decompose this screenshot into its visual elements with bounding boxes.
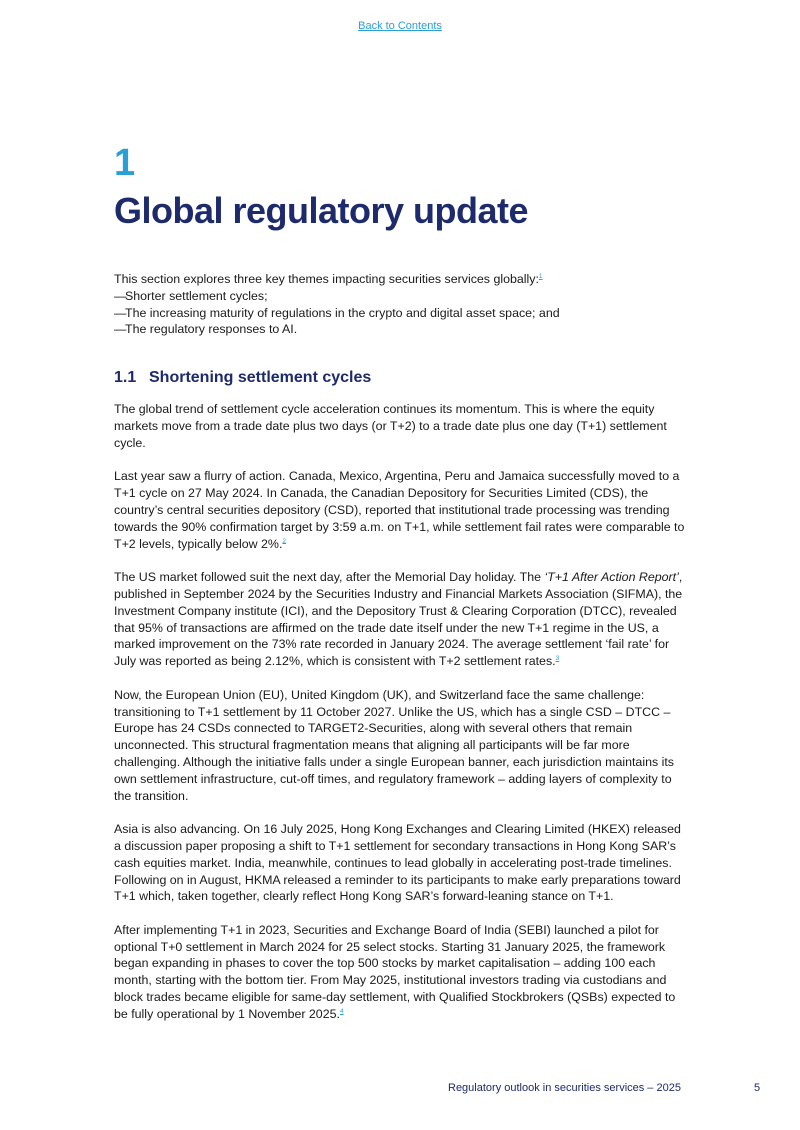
page-number: 5 xyxy=(754,1082,761,1094)
chapter-number: 1 xyxy=(114,142,136,184)
section-heading xyxy=(114,368,688,388)
chapter-title: Global regulatory update xyxy=(114,190,529,231)
footnote-link-4[interactable]: 4 xyxy=(339,1007,344,1015)
paragraph-3-text-a: The US market followed suit the next day, after the Memorial Day holiday. The xyxy=(114,570,545,585)
paragraph-3 xyxy=(114,569,688,670)
bullet-item xyxy=(114,305,688,322)
report-title: ‘T+1 After Action Report’ xyxy=(544,570,679,585)
paragraph-4: Now, the European Union (EU), United Kingdom (UK), and Switzerland face the same challenge: transitioning to T+1 settlement by 11 October 2027. Unlike the US, which has a single CSD – DTCC – Europe has 24 CSDs connected to TARGET2-Securities, along with several others that remain unconnected. This structural fragmentation means that aligning all participants will be far more challenging. Although the initiative falls under a single European banner, each jurisdiction maintains its own settlement infrastructure, cut-off times, and regulatory framework – adding layers of complexity to the transition. xyxy=(114,687,674,803)
footnote-link-1[interactable]: 1 xyxy=(538,272,543,280)
paragraph-2-text: Last year saw a flurry of action. Canada, Mexico, Argentina, Peru and Jamaica successfully moved to a T+1 cycle on 27 May 2024. In Canada, the Canadian Depository for Securities Limited (CDS), the country’s central securities depository (CSD), reported that institutional trade processing was trending towards the 90% confirmation target by 3:59 a.m. on T+1, while settlement fail rates were comparable to T+2 levels, typically below 2%. xyxy=(114,469,685,551)
bullet-dash: — xyxy=(114,305,127,320)
back-to-contents-link[interactable]: Back to Contents xyxy=(358,20,442,32)
footnote-link-3[interactable]: 3 xyxy=(555,655,560,663)
main-content xyxy=(114,271,688,1039)
footer-title: Regulatory outlook in securities services – 2025 xyxy=(448,1082,681,1094)
paragraph-6-text: After implementing T+1 in 2023, Securities and Exchange Board of India (SEBI) launched a pilot for optional T+0 settlement in March 2024 for 25 select stocks. Starting 31 January 2025, the framework began expanding in phases to cover the top 500 stocks by market capitalisation – adding 100 each month, starting with the bottom tier. From May 2025, institutional investors trading via custodians and block trades became eligible for same-day settlement, with Qualified Stockbrokers (QSBs) expected to be fully operational by 1 November 2025. xyxy=(114,922,676,1021)
paragraph-2 xyxy=(114,468,688,552)
paragraph-3-text-b: , published in September 2024 by the Securities Industry and Financial Markets Association (SIFMA), the Investment Company institute (ICI), and the Depository Trust & Clearing Corporation (DTCC), revealed that 95% of transactions are affirmed on the trade date itself under the new T+1 regime in the US, a marked improvement on the 73% rate recorded in January 2024. The average settlement ‘fail rate’ for July was reported as being 2.12%, which is consistent with T+2 settlement rates. xyxy=(114,570,683,669)
bullet-dash: — xyxy=(114,288,127,303)
bullet-item xyxy=(114,321,688,338)
bullet-text: Shorter settlement cycles; xyxy=(125,288,268,303)
bullet-item xyxy=(114,288,688,305)
section-number: 1.1 xyxy=(114,369,137,387)
footnote-link-2[interactable]: 2 xyxy=(282,537,287,545)
intro-text: This section explores three key themes impacting securities services globally: xyxy=(114,272,539,286)
bullet-dash: — xyxy=(114,322,127,337)
paragraph-5: Asia is also advancing. On 16 July 2025, Hong Kong Exchanges and Clearing Limited (HKEX) released a discussion paper proposing a shift to T+1 settlement for secondary transactions in Hong Kong SAR’s cash equities market. India, meanwhile, continues to lead globally in accelerating post-trade timelines. Following on in August, HKMA released a reminder to its participants to make early preparations toward T+1 which, taken together, clearly reflect Hong Kong SAR’s forward-leaning stance on T+1. xyxy=(114,822,681,904)
paragraph-1: The global trend of settlement cycle acceleration continues its momentum. This is where the equity markets move from a trade date plus two days (or T+2) to a trade date plus one day (T+1) settlement cycle. xyxy=(114,402,667,450)
bullet-text: The increasing maturity of regulations in the crypto and digital asset space; and xyxy=(125,305,560,320)
paragraph-6 xyxy=(114,922,688,1023)
bullet-text: The regulatory responses to AI. xyxy=(125,322,298,337)
intro-paragraph xyxy=(114,271,688,288)
section-title: Shortening settlement cycles xyxy=(149,369,372,387)
